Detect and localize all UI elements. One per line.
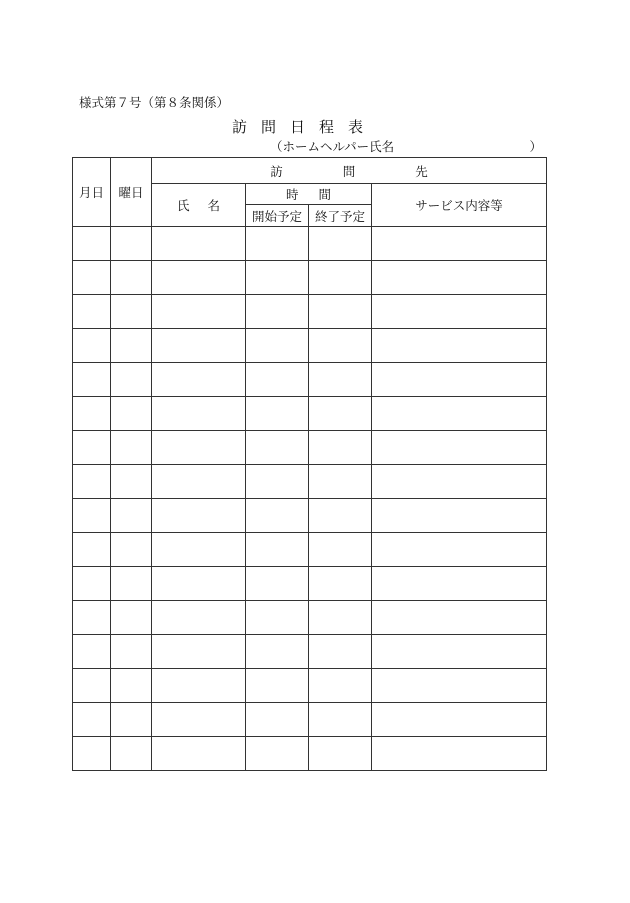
cell-weekday[interactable] [111,329,152,363]
cell-end-planned[interactable] [309,261,372,295]
cell-start-planned[interactable] [246,567,309,601]
cell-end-planned[interactable] [309,703,372,737]
cell-weekday[interactable] [111,601,152,635]
cell-service-content[interactable] [372,635,547,669]
cell-name[interactable] [152,261,246,295]
cell-month-day[interactable] [73,635,111,669]
cell-weekday[interactable] [111,261,152,295]
cell-service-content[interactable] [372,499,547,533]
cell-weekday[interactable] [111,397,152,431]
cell-name[interactable] [152,431,246,465]
cell-start-planned[interactable] [246,329,309,363]
cell-name[interactable] [152,397,246,431]
cell-month-day[interactable] [73,329,111,363]
table-row [73,737,547,771]
cell-start-planned[interactable] [246,533,309,567]
cell-weekday[interactable] [111,363,152,397]
helper-name-close-paren: ） [529,139,542,154]
table-row [73,499,547,533]
cell-weekday[interactable] [111,567,152,601]
cell-start-planned[interactable] [246,363,309,397]
table-row [73,431,547,465]
cell-month-day[interactable] [73,533,111,567]
helper-name-label: （ホームヘルパー氏名 [270,139,395,154]
cell-name[interactable] [152,567,246,601]
cell-name[interactable] [152,635,246,669]
cell-end-planned[interactable] [309,737,372,771]
cell-weekday[interactable] [111,635,152,669]
table-row [73,533,547,567]
cell-month-day[interactable] [73,737,111,771]
header-name: 氏名 [152,184,246,227]
cell-service-content[interactable] [372,397,547,431]
table-row [73,295,547,329]
cell-start-planned[interactable] [246,397,309,431]
cell-start-planned[interactable] [246,261,309,295]
cell-name[interactable] [152,295,246,329]
cell-service-content[interactable] [372,703,547,737]
header-month-day: 月日 [73,158,111,227]
table-row [73,227,547,261]
helper-name-line [270,139,542,155]
table-row [73,363,547,397]
cell-month-day[interactable] [73,499,111,533]
cell-name[interactable] [152,669,246,703]
cell-month-day[interactable] [73,669,111,703]
cell-weekday[interactable] [111,533,152,567]
cell-end-planned[interactable] [309,567,372,601]
cell-start-planned[interactable] [246,295,309,329]
header-weekday: 曜日 [111,158,152,227]
table-row [73,465,547,499]
header-service-content: サービス内容等 [372,184,547,227]
cell-start-planned[interactable] [246,465,309,499]
cell-name[interactable] [152,533,246,567]
cell-service-content[interactable] [372,669,547,703]
header-end-planned: 終了予定 [309,205,372,227]
visit-schedule-table [72,157,547,771]
document-title: 訪問日程表 [232,118,378,136]
cell-service-content[interactable] [372,227,547,261]
cell-end-planned[interactable] [309,363,372,397]
cell-service-content[interactable] [372,261,547,295]
cell-name[interactable] [152,363,246,397]
cell-start-planned[interactable] [246,227,309,261]
cell-start-planned[interactable] [246,601,309,635]
cell-weekday[interactable] [111,227,152,261]
cell-month-day[interactable] [73,431,111,465]
cell-service-content[interactable] [372,737,547,771]
schedule-body [73,227,547,771]
cell-end-planned[interactable] [309,635,372,669]
header-time: 時間 [246,184,372,205]
cell-month-day[interactable] [73,601,111,635]
cell-name[interactable] [152,499,246,533]
cell-service-content[interactable] [372,329,547,363]
cell-name[interactable] [152,703,246,737]
form-number: 様式第７号（第８条関係） [79,95,230,110]
cell-weekday[interactable] [111,465,152,499]
cell-month-day[interactable] [73,261,111,295]
cell-start-planned[interactable] [246,737,309,771]
cell-service-content[interactable] [372,567,547,601]
cell-weekday[interactable] [111,669,152,703]
cell-end-planned[interactable] [309,295,372,329]
cell-name[interactable] [152,601,246,635]
cell-service-content[interactable] [372,465,547,499]
cell-name[interactable] [152,737,246,771]
cell-start-planned[interactable] [246,635,309,669]
table-row [73,669,547,703]
cell-weekday[interactable] [111,703,152,737]
cell-weekday[interactable] [111,737,152,771]
cell-end-planned[interactable] [309,669,372,703]
cell-month-day[interactable] [73,295,111,329]
cell-start-planned[interactable] [246,703,309,737]
header-start-planned: 開始予定 [246,205,309,227]
cell-name[interactable] [152,227,246,261]
table-row [73,703,547,737]
cell-month-day[interactable] [73,703,111,737]
cell-end-planned[interactable] [309,227,372,261]
cell-end-planned[interactable] [309,465,372,499]
table-row [73,261,547,295]
cell-weekday[interactable] [111,431,152,465]
cell-start-planned[interactable] [246,431,309,465]
cell-end-planned[interactable] [309,397,372,431]
cell-month-day[interactable] [73,363,111,397]
cell-weekday[interactable] [111,295,152,329]
cell-end-planned[interactable] [309,601,372,635]
cell-end-planned[interactable] [309,431,372,465]
cell-start-planned[interactable] [246,669,309,703]
cell-month-day[interactable] [73,465,111,499]
table-row [73,601,547,635]
cell-end-planned[interactable] [309,533,372,567]
cell-name[interactable] [152,465,246,499]
cell-start-planned[interactable] [246,499,309,533]
cell-service-content[interactable] [372,431,547,465]
table-row [73,635,547,669]
cell-end-planned[interactable] [309,499,372,533]
cell-name[interactable] [152,329,246,363]
cell-end-planned[interactable] [309,329,372,363]
cell-service-content[interactable] [372,533,547,567]
cell-service-content[interactable] [372,363,547,397]
cell-service-content[interactable] [372,601,547,635]
cell-month-day[interactable] [73,397,111,431]
cell-month-day[interactable] [73,227,111,261]
table-row [73,397,547,431]
table-row [73,567,547,601]
cell-weekday[interactable] [111,499,152,533]
cell-month-day[interactable] [73,567,111,601]
header-visit-destination: 訪問先 [152,158,547,184]
cell-service-content[interactable] [372,295,547,329]
table-row [73,329,547,363]
